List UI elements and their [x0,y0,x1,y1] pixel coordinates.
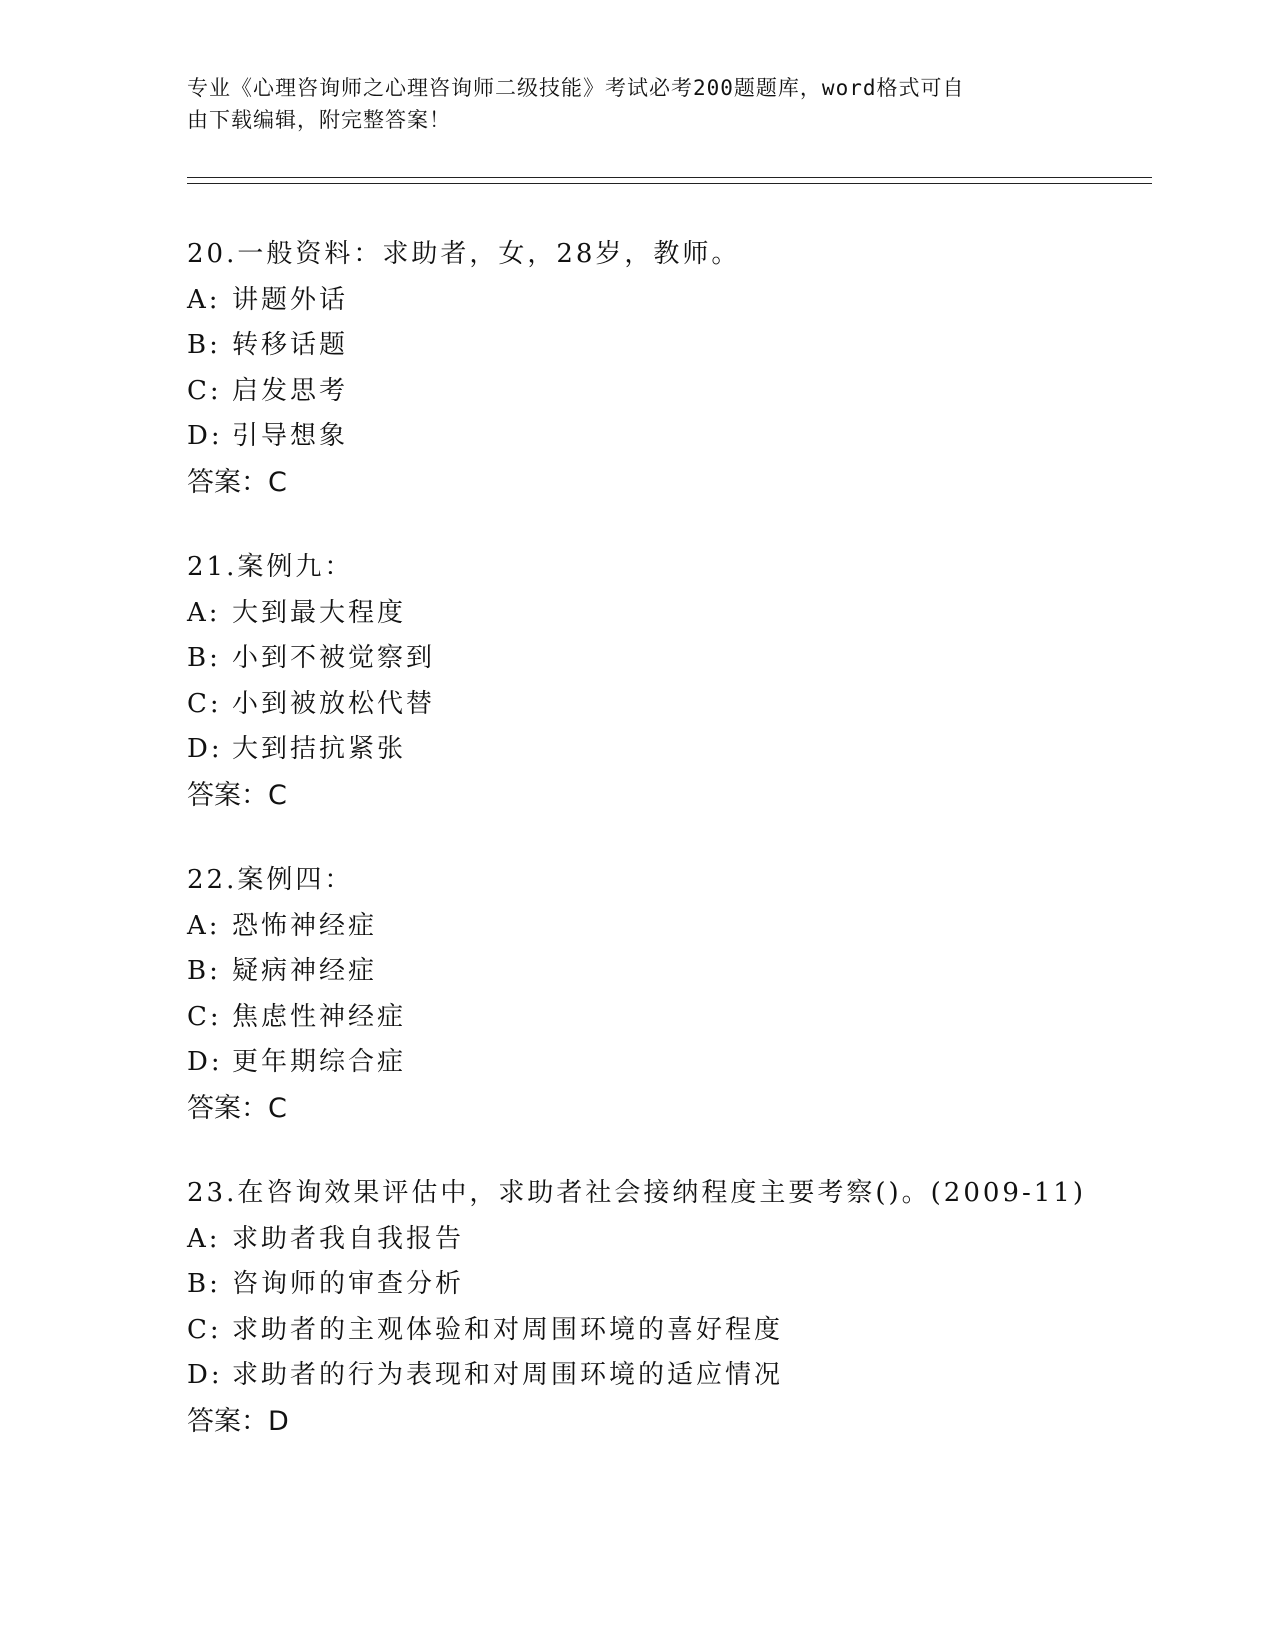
option-text: 恐怖神经症 [232,910,378,941]
document-header [187,72,1067,136]
question-item [187,1171,1147,1444]
option-text: 咨询师的审查分析 [232,1269,465,1299]
option-b [187,323,1147,369]
option-letter: C: [187,375,222,406]
option-letter: B: [187,643,221,673]
option-c [187,995,1147,1041]
option-text: 讲题外话 [232,284,349,315]
option-text: 转移话题 [232,330,349,360]
option-letter: C: [187,1001,222,1032]
option-b [187,1262,1147,1308]
question-title: 23.在咨询效果评估中，求助者社会接纳程度主要考察()。(2009-11) [187,1178,1086,1208]
option-letter: C: [187,688,222,719]
option-d [187,414,1147,460]
header-divider-bottom [187,183,1152,184]
option-letter: A: [187,284,221,315]
option-text: 启发思考 [232,375,349,406]
option-b [187,636,1147,682]
question-title: 20.一般资料：求助者，女，28岁，教师。 [187,239,741,269]
answer-line: 答案：C [187,1092,287,1124]
header-line-2: 由下载编辑，附完整答案！ [187,108,451,132]
question-item [187,545,1147,818]
option-text: 疑病神经症 [232,956,378,986]
question-item [187,858,1147,1131]
option-letter: D: [187,734,223,764]
option-text: 求助者的行为表现和对周围环境的适应情况 [232,1360,784,1390]
answer-line: 答案：C [187,466,287,498]
option-text: 小到不被觉察到 [232,643,436,673]
option-text: 焦虑性神经症 [232,1001,407,1032]
option-a [187,904,1147,950]
option-d [187,727,1147,773]
option-text: 求助者我自我报告 [232,1223,465,1254]
option-letter: D: [187,1047,223,1077]
answer-line: 答案：D [187,1405,289,1437]
question-list [187,232,1147,1484]
option-c [187,369,1147,415]
option-text: 大到拮抗紧张 [232,734,407,764]
question-title: 21.案例九： [187,552,354,582]
option-letter: D: [187,421,223,451]
option-letter: A: [187,1223,221,1254]
option-c [187,1308,1147,1354]
question-item [187,232,1147,505]
option-a [187,591,1147,637]
option-letter: C: [187,1314,222,1345]
header-line-1: 专业《心理咨询师之心理咨询师二级技能》考试必考200题题库，word格式可自 [187,76,965,100]
option-text: 小到被放松代替 [232,688,436,719]
option-letter: B: [187,330,221,360]
option-d [187,1040,1147,1086]
option-b [187,949,1147,995]
option-letter: A: [187,910,221,941]
option-d [187,1353,1147,1399]
option-letter: A: [187,597,221,628]
answer-line: 答案：C [187,779,287,811]
option-c [187,682,1147,728]
option-letter: B: [187,1269,221,1299]
option-text: 大到最大程度 [232,597,407,628]
option-text: 更年期综合症 [232,1047,407,1077]
question-title: 22.案例四： [187,865,354,895]
option-letter: B: [187,956,221,986]
header-divider-top [187,177,1152,178]
option-letter: D: [187,1360,223,1390]
option-a [187,278,1147,324]
option-text: 求助者的主观体验和对周围环境的喜好程度 [232,1314,784,1345]
option-a [187,1217,1147,1263]
option-text: 引导想象 [232,421,349,451]
